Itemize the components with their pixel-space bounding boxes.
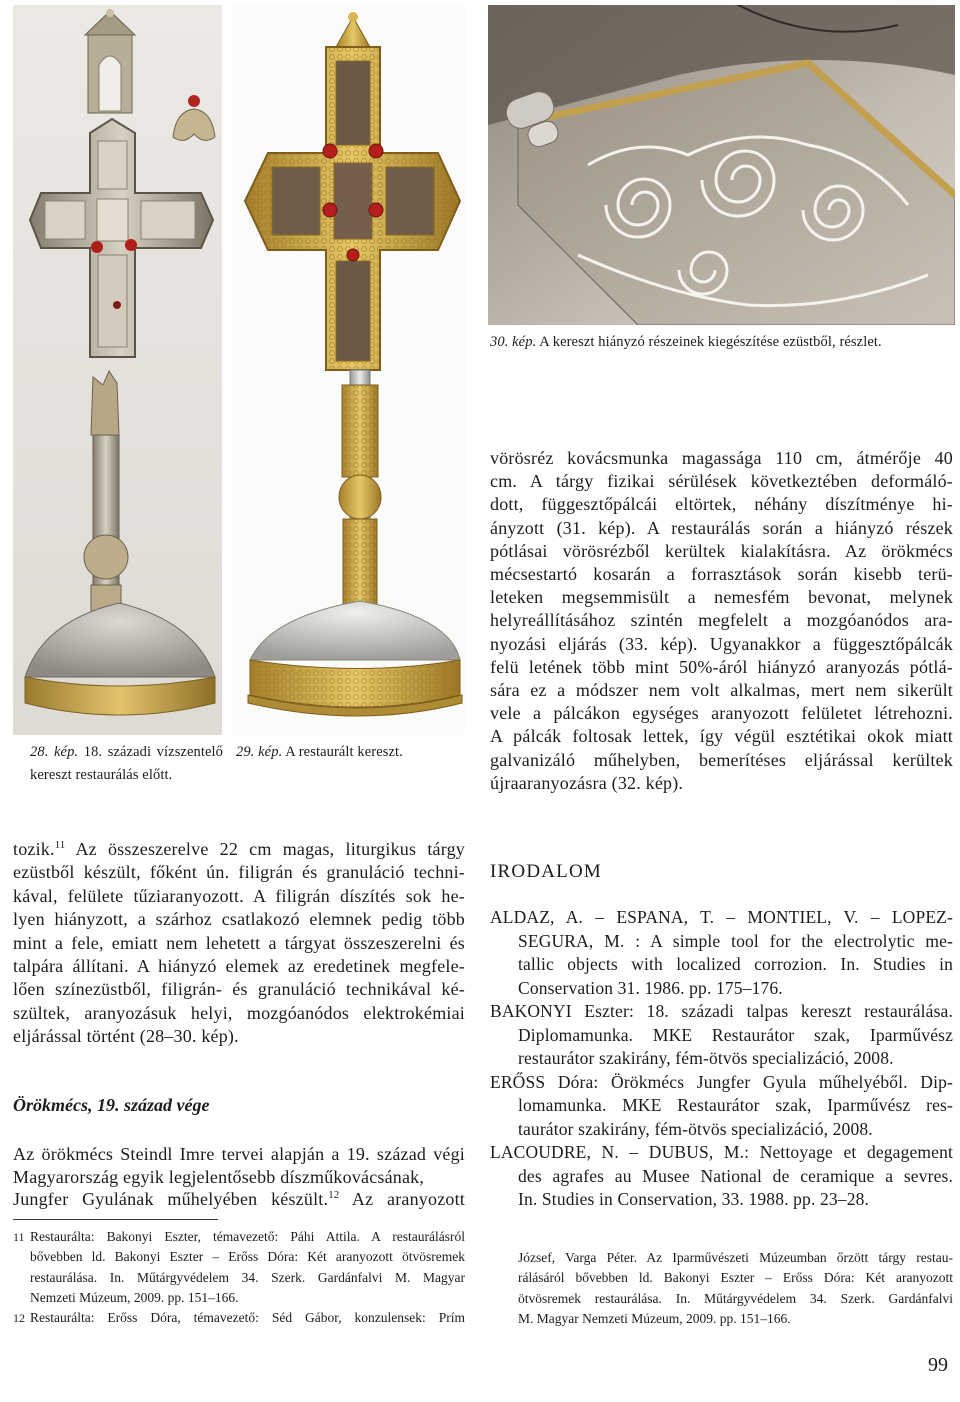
body-line: újraaranyozásra (32. kép).: [490, 772, 684, 793]
body-line: sára ez a módszer nem volt alkalmas, mert nem sikerült: [490, 680, 953, 701]
body-line: mint a fele, emiatt nem lehetett a tárgyat összeszerelni és: [13, 932, 465, 953]
footnote-text: Restaurálta: Erőss Dóra, témavezető: Séd Gábor, konzulensek: Prím: [30, 1310, 465, 1325]
body-line: lyen hiányzott, a szárhoz csatlakozó elemnek pedig több: [13, 909, 465, 930]
photo-filigree-detail: [488, 5, 955, 325]
footnotes-left: [13, 1227, 465, 1328]
body-line: ezüstből készült, főként ún. filigrán és granuláció techni-: [13, 862, 465, 883]
caption-line: kereszt restaurálás előtt.: [30, 767, 173, 783]
body-line: A pálcák foltosak lettek, így végül esztétikai okok miatt: [490, 726, 953, 747]
body-line: felü letének több mint 50%-áról hiányzó aranyozás pótlá-: [490, 656, 953, 677]
body-line: Magyarország egyik legjelentősebb díszműkovácsának,: [13, 1166, 425, 1187]
body-line: nyozási eljárás (33. kép). Ugyanakkor a függesztőpálcák: [490, 633, 953, 654]
body-line: eljárással történt (28–30. kép).: [13, 1026, 239, 1047]
footnote-line: bővebben ld. Bakonyi Eszter – Erőss Dóra: Két aranyozott ötvösremek: [30, 1249, 465, 1265]
reference-line: BAKONYI Eszter: 18. századi talpas kereszt restaurálása.: [490, 1001, 953, 1021]
body-line: vele a pálcákon egységes aranyozott felületet létrehozni.: [490, 703, 953, 724]
footnote-rule: [13, 1219, 218, 1220]
body-line: talpára állítani. A hiányzó elemek az eredetinek megfele-: [13, 956, 465, 977]
caption-text: 18. századi vízszentelő: [83, 744, 223, 760]
photo-restored-cross: [232, 5, 465, 735]
reference-line: des agrafes au Musee National de ceramique a sevres.: [518, 1165, 953, 1186]
caption-text: A restaurált kereszt.: [285, 744, 403, 760]
body-text: Az összeszerelve 22 cm magas, liturgikus tárgy: [75, 839, 465, 859]
footnote-text: Restaurálta: Bakonyi Eszter, témavezető: Páhi Attila. A restaurálásról: [30, 1229, 465, 1244]
body-line: [13, 1188, 465, 1211]
body-line: Az örökmécs Steindl Imre tervei alapján a 19. század végi: [13, 1144, 465, 1164]
footnote-ref: 11: [54, 839, 66, 851]
reference-line: taurátor szakirány, fém-ötvös specializáció, 2008.: [518, 1118, 873, 1139]
reference-line: restaurátor szakirány, fém-ötvös specializáció, 2008.: [518, 1048, 894, 1068]
body-line: kával, felülete tűziaranyozott. A filigrán díszítés sok he-: [13, 885, 465, 906]
caption-label: 30. kép.: [490, 334, 537, 350]
references-list: [490, 906, 953, 1212]
top-right-column: [490, 447, 953, 795]
body-line: [13, 838, 465, 861]
body-text: Az aranyozott: [351, 1189, 465, 1210]
photo-cross-before-restoration: [13, 5, 222, 735]
footnote-line: [13, 1308, 465, 1328]
section-heading: Örökmécs, 19. század vége: [13, 1095, 210, 1115]
body-line: szültek, aranyozásuk helyi, mozgóanódos elektrokémiai: [13, 1002, 465, 1023]
reference-line: Conservation 31. 1986. pp. 175–176.: [518, 977, 783, 998]
reference-line: tallic objects with localized corrozion. In. Studies in: [518, 954, 953, 974]
footnote-line: ötvösremek restaurálása. In. Műtárgyvédelem 34. Szerk. Gardánfalvi: [518, 1290, 953, 1306]
left-column-paragraph-2: [13, 1143, 465, 1211]
caption-fig28: [30, 741, 223, 787]
footnote-line: Nemzeti Múzeum, 2009. pp. 151–166.: [30, 1289, 239, 1305]
footnote-number: 12: [13, 1311, 25, 1325]
reference-line: ALDAZ, A. – ESPANA, T. – MONTIEL, V. – LOPEZ-: [490, 907, 953, 927]
page-number: 99: [928, 1354, 948, 1376]
footnote-line: restaurálása. In. Műtárgyvédelem 34. Szerk. Gardánfalvi M. Magyar: [30, 1269, 465, 1285]
reference-line: SEGURA, M. : A simple tool for the electrolytic me-: [518, 930, 953, 951]
footnote-line: [13, 1227, 465, 1247]
footnote-line: József, Varga Péter. Az Iparművészeti Múzeumban őrzött tárgy restau-: [518, 1250, 953, 1265]
body-line: vörösréz kovácsmunka magassága 110 cm, átmérője 40: [490, 448, 953, 468]
body-line: leteken megsemmisült a nemesfém bevonat, melynek: [490, 587, 953, 608]
left-column-paragraph-1: [13, 838, 465, 1049]
body-line: galvanizáló műhelyben, bemerítéses eljárással kerültek: [490, 749, 953, 770]
references-heading: IRODALOM: [490, 861, 602, 882]
footnote-line: rálásáról bővebben ld. Bakonyi Eszter – Erőss Dóra: Két aranyozott: [518, 1270, 953, 1286]
body-line: cm. A tárgy fizikai sérülések következtében deformáló-: [490, 471, 953, 492]
footnote-ref: 12: [328, 1189, 340, 1202]
caption-fig30: [490, 331, 955, 354]
footnotes-right: [518, 1248, 953, 1329]
footnote-number: 11: [13, 1230, 25, 1244]
reference-line: LACOUDRE, N. – DUBUS, M.: Nettoyage et degagement: [490, 1142, 953, 1162]
caption-fig29: [236, 741, 465, 764]
body-text: Jungfer Gyulának műhelyében készült.: [13, 1189, 329, 1210]
body-line: ányzott (31. kép). A restaurálás során a hiányzó részek: [490, 517, 953, 538]
reference-line: Diplomamunka. MKE Restaurátor szak, Iparművész: [518, 1024, 953, 1045]
body-line: mécsestartó kosarán a forrasztások során kisebb terü-: [490, 564, 953, 585]
reference-line: ERŐSS Dóra: Örökmécs Jungfer Gyula műhelyéből. Dip-: [490, 1071, 953, 1092]
caption-label: 28. kép.: [30, 744, 79, 760]
body-line: dott, függesztőpálcái eltörtek, néhány díszítménye hi-: [490, 494, 953, 515]
body-line: helyreállításához szintén megfelelt a mozgóanódos ara-: [490, 610, 953, 631]
body-line: lően színezüstből, filigrán- és granuláció technikával ké-: [13, 979, 465, 1000]
footnote-line: M. Magyar Nemzeti Múzeum, 2009. pp. 151–166.: [518, 1310, 791, 1326]
reference-line: lomamunka. MKE Restaurátor szak, Iparművész res-: [518, 1095, 953, 1115]
reference-line: In. Studies in Conservation, 33. 1988. pp. 23–28.: [518, 1189, 870, 1209]
body-line: pótlásai vörösrézből kerültek kialakításra. Az örökmécs: [490, 540, 953, 561]
caption-label: 29. kép.: [236, 744, 283, 760]
caption-text: A kereszt hiányzó részeinek kiegészítése ezüstből, részlet.: [539, 334, 882, 350]
body-text: tozik.: [13, 839, 55, 859]
caption-line: [30, 741, 223, 764]
